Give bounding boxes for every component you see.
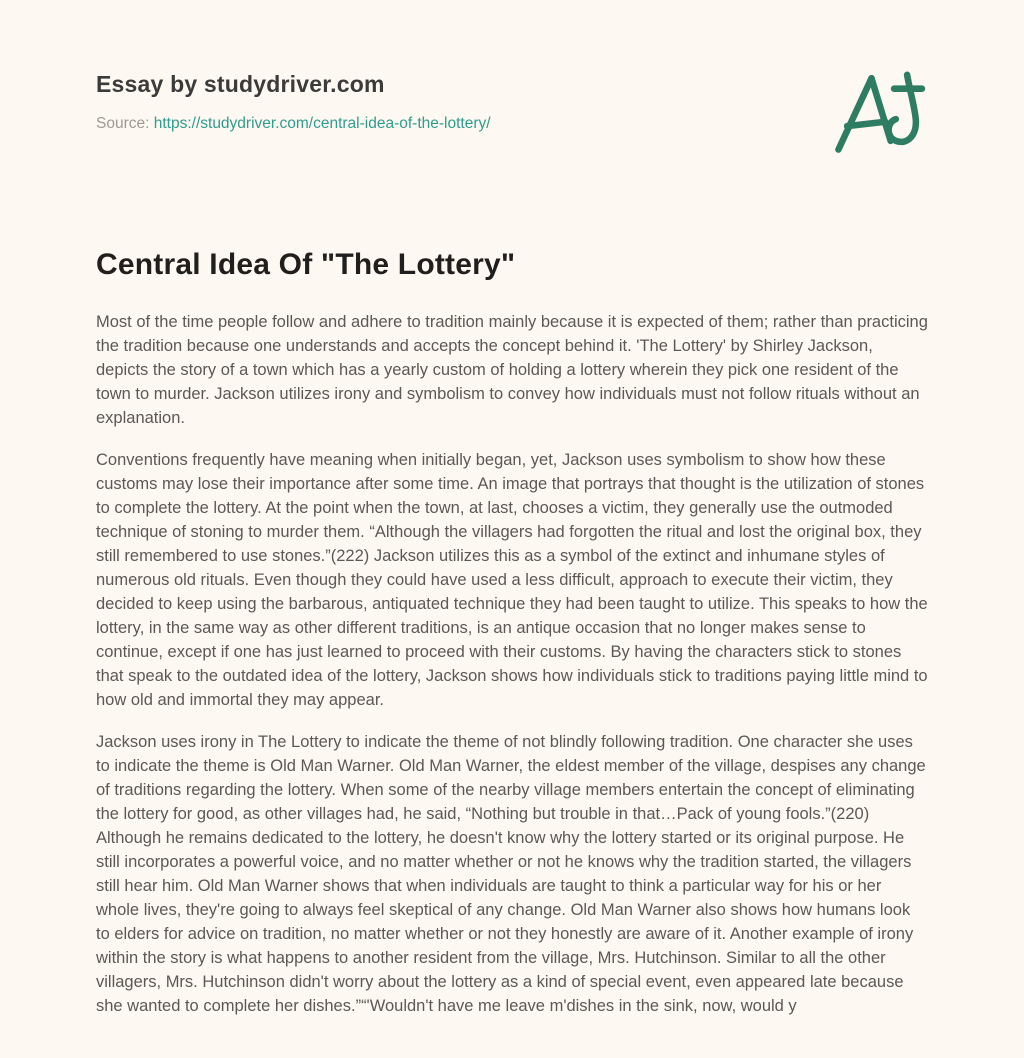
- essay-paragraph: Jackson uses irony in The Lottery to indicate the theme of not blindly following tradition. One character she uses to indicate the theme is Old Man Warner. Old Man Warner, the eldest member of the village, despises any change of traditions regarding the lottery. When some of the nearby village members entertain the concept of eliminating the lottery for good, as other villages had, he said, “Nothing but trouble in that…Pack of young fools.”(220) Although he remains dedicated to the lottery, he doesn't know why the lottery started or its original purpose. He still incorporates a powerful voice, and no matter whether or not he knows why the tradition started, the villagers still hear him. Old Man Warner shows that when individuals are taught to think a particular way for his or her whole lives, they're going to always feel skeptical of any change. Old Man Warner also shows how humans look to elders for advice on tradition, no matter whether or not they honestly are aware of it. Another example of irony within the story is what happens to another resident from the village, Mrs. Hutchinson. Similar to all the other villagers, Mrs. Hutchinson didn't worry about the lottery as a kind of special event, even appeared late because she wanted to complete her dishes.”“'Wouldn't have me leave m'dishes in the sink, now, would y: [96, 733, 926, 1015]
- essay-title: Central Idea Of "The Lottery": [96, 248, 516, 281]
- essay-body: [96, 310, 928, 1018]
- page-header-title: Essay by studydriver.com: [96, 71, 385, 97]
- studydriver-a-plus-logo: [828, 58, 928, 162]
- essay-paragraph: Conventions frequently have meaning when initially began, yet, Jackson uses symbolism to show how these customs may lose their importance after some time. An image that portrays that thought is the utilization of stones to complete the lottery. At the point when the town, at last, chooses a victim, they generally use the outmoded technique of stoning to murder them. “Although the villagers had forgotten the ritual and lost the original box, they still remembered to use stones.”(222) Jackson utilizes this as a symbol of the extinct and inhumane styles of numerous old rituals. Even though they could have used a less difficult, approach to execute their victim, they decided to keep using the barbarous, antiquated technique they had been taught to utilize. This speaks to how the lottery, in the same way as other different traditions, is an antique occasion that no longer makes sense to continue, except if one has just learned to proceed with their customs. By having the characters stick to stones that speak to the outdated idea of the lottery, Jackson shows how individuals stick to traditions paying little mind to how old and immortal they may appear.: [96, 451, 928, 709]
- source-label: Source:: [96, 115, 150, 132]
- source-line: [96, 114, 928, 134]
- essay-paragraph: Most of the time people follow and adhere to tradition mainly because it is expected of them; rather than practicing the tradition because one understands and accepts the concept behind it. 'The Lottery' by Shirley Jackson, depicts the story of a town which has a yearly custom of holding a lottery wherein they pick one resident of the town to murder. Jackson utilizes irony and symbolism to convey how individuals must not follow rituals without an explanation.: [96, 313, 928, 427]
- source-url-link[interactable]: https://studydriver.com/central-idea-of-the-lottery/: [153, 115, 491, 132]
